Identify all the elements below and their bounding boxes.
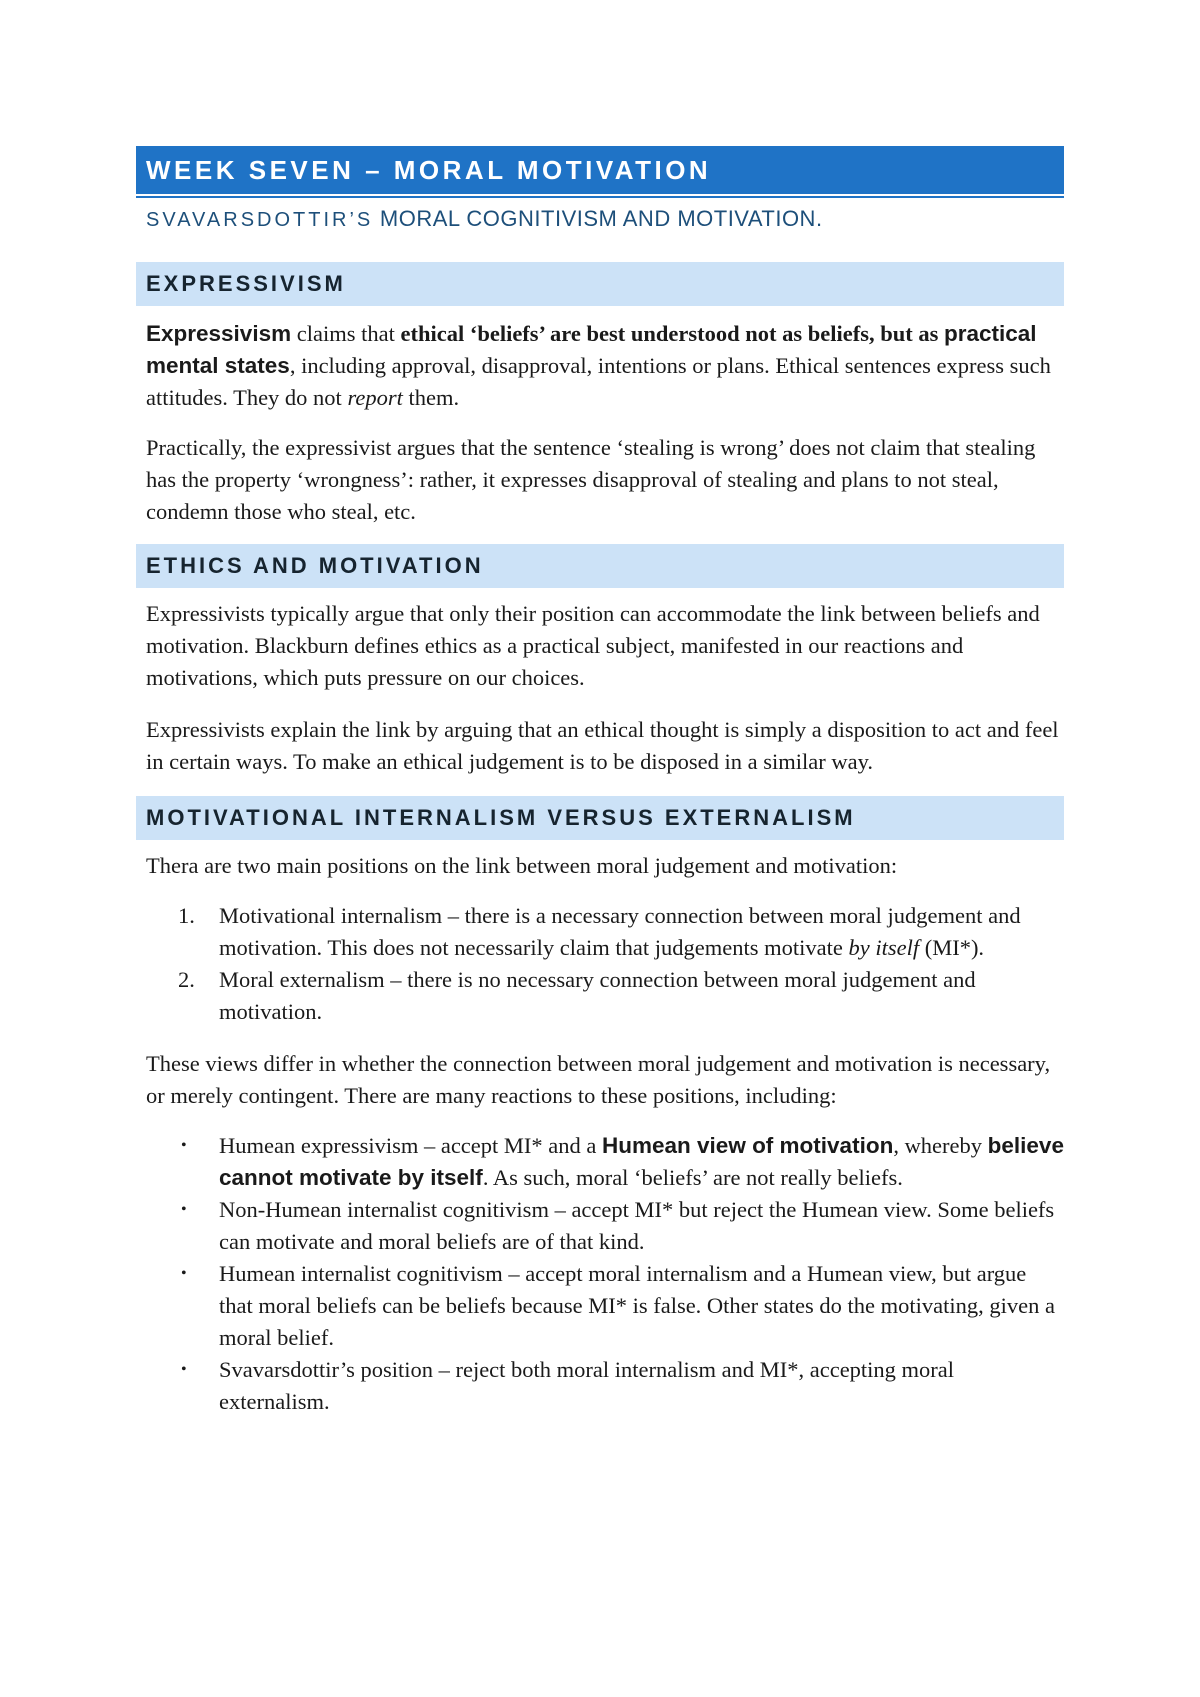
list-item bbox=[136, 1258, 1064, 1354]
bold-claim: ethical ‘beliefs’ are best understood not as beliefs, but as bbox=[400, 321, 939, 346]
list-item-tail: (MI*). bbox=[919, 935, 985, 960]
bullet-text: Humean internalist cognitivism – accept moral internalism and a Humean view, but argue that moral beliefs can be beliefs because MI* is false. Other states do the motivating, given a moral belief. bbox=[219, 1261, 1055, 1350]
bullet-icon: • bbox=[181, 1137, 187, 1154]
list-number: 1. bbox=[178, 903, 195, 928]
bullet-icon: • bbox=[181, 1361, 187, 1378]
bullet-text: Svavarsdottir’s position – reject both moral internalism and MI*, accepting moral externalism. bbox=[219, 1357, 955, 1414]
document-content bbox=[136, 146, 1064, 1418]
text-span: , including approval, disapproval, intentions or plans. Ethical sentences express such attitudes. They do not bbox=[146, 353, 1051, 410]
section-heading-ethics-motivation: ETHICS AND MOTIVATION bbox=[136, 544, 1064, 588]
emphasis-report: report bbox=[347, 385, 403, 410]
title-underline bbox=[136, 196, 1064, 198]
list-item bbox=[136, 964, 1064, 1028]
list-item-text: Motivational internalism – there is a necessary connection between moral judgement and motivation. This does not necessarily claim that judgements motivate bbox=[219, 903, 1021, 960]
internalism-intro: Thera are two main positions on the link between moral judgement and motivation: bbox=[146, 853, 898, 878]
list-item bbox=[136, 900, 1064, 964]
internalism-paragraph-2: These views differ in whether the connection between moral judgement and motivation is necessary, or merely contingent. There are many reactions to these positions, including: bbox=[146, 1051, 1051, 1108]
list-item bbox=[136, 1354, 1064, 1418]
subtitle-caps: SVAVARSDOTTIR’S bbox=[146, 209, 374, 231]
bullet-text: Humean expressivism – accept MI* and a bbox=[219, 1133, 603, 1158]
list-number: 2. bbox=[178, 967, 195, 992]
term-expressivism: Expressivism bbox=[146, 321, 292, 346]
list-item-text: Moral externalism – there is no necessary connection between moral judgement and motivation. bbox=[219, 967, 976, 1024]
list-item bbox=[136, 1130, 1064, 1194]
text-span: claims that bbox=[291, 321, 401, 346]
emphasis-by-itself: by itself bbox=[848, 935, 920, 960]
text-span: them. bbox=[402, 385, 460, 410]
expressivism-paragraph-2: Practically, the expressivist argues that the sentence ‘stealing is wrong’ does not claim that stealing has the property ‘wrongness’: rather, it expresses disapproval of stealing and plans to not steal, condemn those who steal, etc. bbox=[146, 435, 1036, 524]
subtitle-rest: MORAL COGNITIVISM AND MOTIVATION. bbox=[379, 206, 823, 231]
bullet-text: , whereby bbox=[893, 1133, 988, 1158]
list-item bbox=[136, 1194, 1064, 1258]
expressivism-paragraph-1 bbox=[146, 318, 1064, 414]
page-subtitle bbox=[146, 206, 1064, 232]
bullet-icon: • bbox=[181, 1265, 187, 1282]
ethics-paragraph-1: Expressivists typically argue that only their position can accommodate the link between beliefs and motivation. Blackburn defines ethics as a practical subject, manifested in our reactions and motivations, which puts pressure on our choices. bbox=[146, 601, 1040, 690]
term-believe-cannot-motivate: believe cannot motivate by itself bbox=[219, 1133, 1064, 1190]
ethics-paragraph-2: Expressivists explain the link by arguing that an ethical thought is simply a disposition to act and feel in certain ways. To make an ethical judgement is to be disposed in a similar way. bbox=[146, 717, 1059, 774]
term-practical-mental-states: practical mental states bbox=[146, 321, 1037, 378]
section-heading-internalism: MOTIVATIONAL INTERNALISM VERSUS EXTERNALISM bbox=[136, 796, 1064, 840]
bullet-text: Non-Humean internalist cognitivism – accept MI* but reject the Humean view. Some beliefs can motivate and moral beliefs are of that kind. bbox=[219, 1197, 1055, 1254]
term-humean-view: Humean view of motivation bbox=[602, 1133, 894, 1158]
bullet-text: . As such, moral ‘beliefs’ are not really beliefs. bbox=[482, 1165, 903, 1190]
numbered-list bbox=[136, 900, 1064, 1028]
page-title: WEEK SEVEN – MORAL MOTIVATION bbox=[136, 146, 1064, 194]
bullet-list bbox=[136, 1130, 1064, 1418]
section-heading-expressivism: EXPRESSIVISM bbox=[136, 262, 1064, 306]
bullet-icon: • bbox=[181, 1201, 187, 1218]
